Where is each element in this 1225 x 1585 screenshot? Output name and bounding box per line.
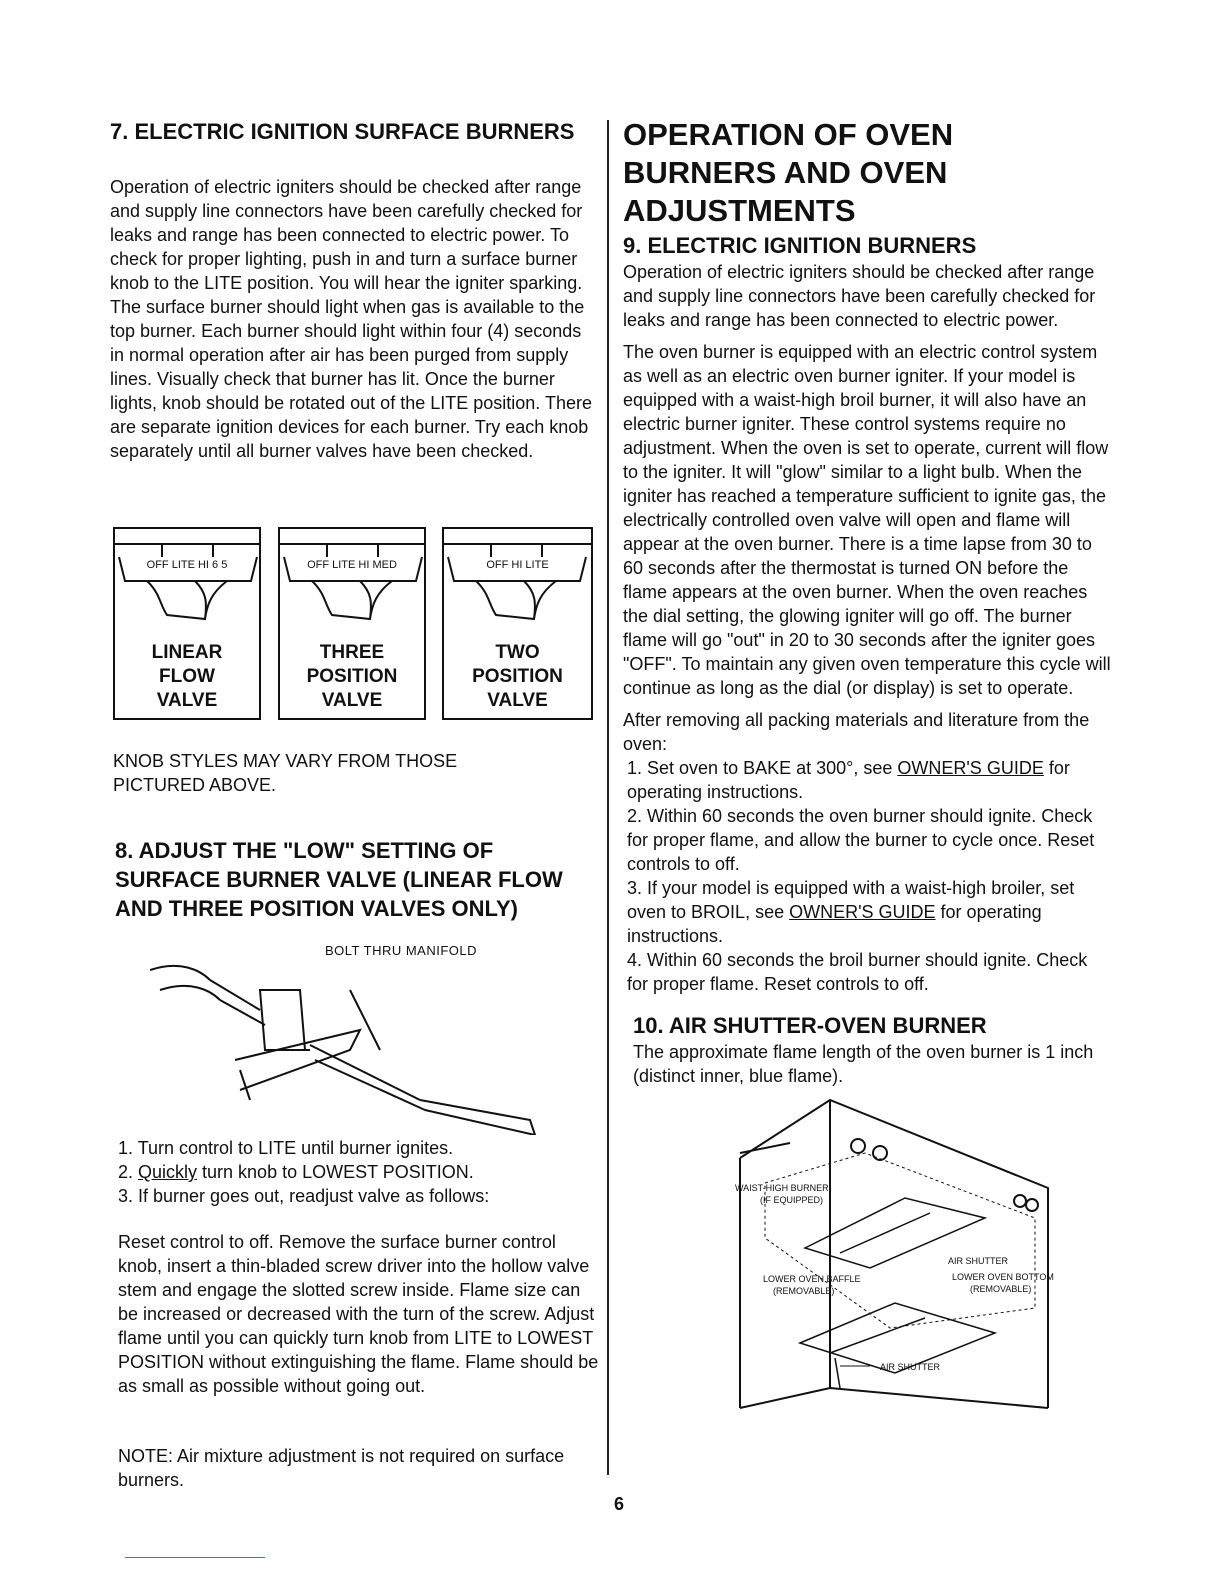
- step-1: 1. Turn control to LITE until burner ignites.: [118, 1138, 454, 1158]
- heading-electric-ignition-surface: 7. ELECTRIC IGNITION SURFACE BURNERS: [110, 119, 575, 144]
- knob-label: VALVE: [321, 690, 383, 711]
- knob-scale: OFF LITE HI 6 5: [146, 559, 228, 571]
- para-after-removing: After removing all packing materials and literature from the oven:: [623, 710, 1090, 754]
- label-air-shutter-upper: AIR SHUTTER: [948, 1256, 1009, 1266]
- note-air-mixture: NOTE: Air mixture adjustment is not required on surface burners.: [118, 1446, 565, 1490]
- footnote-rule: [125, 1557, 265, 1558]
- knob-icon: [444, 543, 592, 643]
- page-title: OPERATION OF OVEN BURNERS AND OVEN ADJUSTMENTS: [623, 117, 954, 228]
- label-removable: (REMOVABLE): [773, 1286, 835, 1296]
- column-divider: [607, 120, 609, 1475]
- knob-label: VALVE: [156, 690, 218, 711]
- step-3: 3. If burner goes out, readjust valve as follows:: [118, 1186, 490, 1206]
- figure-label-bolt: BOLT THRU MANIFOLD: [325, 943, 478, 958]
- knob-label: LINEAR: [151, 642, 223, 663]
- oven-step-3: 3. If your model is equipped with a waist-high broiler, set oven to BROIL, see OWNER'S GUIDE for operating instructions.: [627, 878, 1075, 946]
- page-number: 6: [614, 1494, 625, 1514]
- knob-label: POSITION: [306, 666, 398, 687]
- heading-air-shutter: 10. AIR SHUTTER-OVEN BURNER: [633, 1013, 987, 1038]
- label-removable: (REMOVABLE): [970, 1284, 1032, 1294]
- knob-label: TWO: [495, 642, 540, 663]
- label-waist-high-burner: WAIST-HIGH BURNER: [735, 1183, 829, 1193]
- knob-scale: OFF LITE HI MED: [307, 559, 397, 571]
- owners-guide-link[interactable]: OWNER'S GUIDE: [897, 758, 1044, 778]
- knob-label: THREE: [319, 642, 385, 663]
- para-reset-control: Reset control to off. Remove the surface burner control knob, insert a thin-bladed screw driver into the hollow valve stem and engage the slotted screw inside. Flame size can be increased or decreased with the turn of the screw. Adjust flame until you can quickly turn knob from LITE to LOWEST POSITION without extinguishing the flame. Flame should be as small as possible without going out.: [118, 1232, 599, 1396]
- step-2: 2. Quickly turn knob to LOWEST POSITION.: [118, 1162, 474, 1182]
- knob-two-position: [442, 527, 593, 720]
- para-surface-ignition: Operation of electric igniters should be checked after range and supply line connectors have been carefully checked for leaks and range has been connected to electric power. To check for proper lighting, push in and turn a surface burner knob to the LITE position. You will hear the igniter sparking. The surface burner should light when gas is available to the top burner. Each burner should light within four (4) seconds in normal operation after air has been purged from supply lines. Visually check that burner has lit. Once the burner lights, knob should be rotated out of the LITE position. There are separate ignition devices for each burner. Try each knob separately until all burner valves have been checked.: [110, 177, 592, 461]
- knob-note: KNOB STYLES MAY VARY FROM THOSE PICTURED ABOVE.: [113, 751, 458, 795]
- heading-electric-ignition-burners: 9. ELECTRIC IGNITION BURNERS: [623, 233, 977, 258]
- owners-guide-link[interactable]: OWNER'S GUIDE: [789, 902, 936, 922]
- label-if-equipped: (IF EQUIPPED): [760, 1195, 824, 1205]
- knob-label: FLOW: [159, 666, 215, 687]
- oven-burner-illustration: [730, 1098, 1060, 1418]
- right-column: [623, 116, 1113, 1418]
- knob-icon: [115, 543, 263, 643]
- screwdriver-valve-illustration: [150, 960, 550, 1135]
- knob-label: POSITION: [472, 666, 563, 687]
- knob-three-position: [278, 527, 426, 720]
- label-air-shutter-lower: AIR SHUTTER: [880, 1362, 941, 1372]
- para-flame-length: The approximate flame length of the oven burner is 1 inch (distinct inner, blue flame).: [633, 1042, 1094, 1086]
- oven-step-4: 4. Within 60 seconds the broil burner should ignite. Check for proper flame. Reset controls to off.: [627, 950, 1088, 994]
- para-ignition-check: Operation of electric igniters should be checked after range and supply line connectors have been carefully checked for leaks and range has been connected to electric power.: [623, 262, 1096, 330]
- knob-linear-flow: [113, 527, 261, 720]
- para-oven-burner-operation: The oven burner is equipped with an electric control system as well as an electric oven burner igniter. If your model is equipped with a waist-high broil burner, it will also have an electric burner igniter. These control systems require no adjustment. When the oven is set to operate, current will flow to the igniter. It will "glow" similar to a light bulb. When the igniter has reached a temperature sufficient to ignite gas, the electrically controlled oven valve will open and flame will appear at the oven burner. There is a time lapse from 30 to 60 seconds after the thermostat is turned ON before the flame appears at the oven burner. When the oven reaches the dial setting, the glowing igniter will go off. The burner flame will go "out" in 20 to 30 seconds after the igniter goes "OFF". To maintain any given oven temperature this cycle will continue as long as the dial (or display) is set to operate.: [623, 342, 1111, 698]
- label-lower-oven-baffle: LOWER OVEN BAFFLE: [763, 1274, 861, 1284]
- oven-step-2: 2. Within 60 seconds the oven burner should ignite. Check for proper flame, and allow the burner to cycle once. Reset controls to off.: [627, 806, 1095, 874]
- heading-adjust-low: 8. ADJUST THE "LOW" SETTING OF SURFACE BURNER VALVE (LINEAR FLOW AND THREE POSITION VALVES ONLY): [115, 838, 563, 921]
- knob-icon: [280, 543, 428, 643]
- oven-step-1: 1. Set oven to BAKE at 300°, see OWNER'S GUIDE for operating instructions.: [627, 758, 1070, 802]
- knob-label: VALVE: [487, 690, 548, 711]
- knob-scale: OFF HI LITE: [486, 559, 549, 571]
- label-lower-oven-bottom: LOWER OVEN BOTTOM: [952, 1272, 1054, 1282]
